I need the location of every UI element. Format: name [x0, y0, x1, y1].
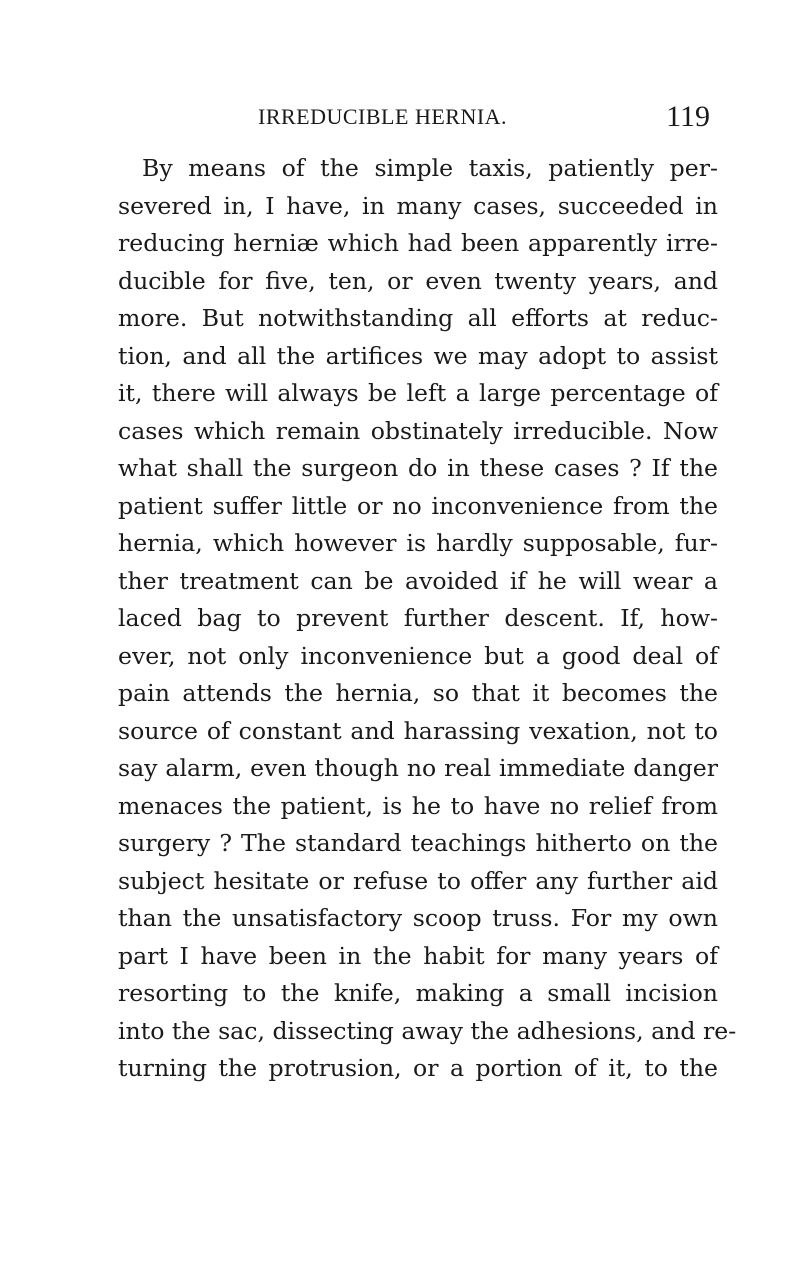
text-line: hernia, which however is hardly supposable, fur-: [118, 529, 718, 557]
body-paragraph: [118, 150, 737, 1088]
text-line: it, there will always be left a large percentage of: [118, 379, 718, 407]
text-line: more. But notwithstanding all efforts at reduc-: [118, 304, 718, 332]
text-line: surgery ? The standard teachings hitherto on the: [118, 829, 718, 857]
text-line: reducing herniæ which had been apparently irre-: [118, 229, 718, 257]
text-line: turning the protrusion, or a portion of it, to the: [118, 1054, 718, 1082]
text-line: part I have been in the habit for many years of: [118, 941, 718, 970]
text-line: menaces the patient, is he to have no relief from: [118, 791, 718, 820]
text-line: pain attends the hernia, so that it becomes the: [118, 679, 718, 707]
text-line: cases which remain obstinately irreducible. Now: [118, 416, 718, 445]
text-line: source of constant and harassing vexation, not to: [118, 716, 718, 745]
text-line: patient suffer little or no inconvenience from the: [118, 491, 718, 520]
text-line: say alarm, even though no real immediate danger: [118, 754, 718, 782]
text-line: ever, not only inconvenience but a good deal of: [118, 641, 718, 670]
text-line: ther treatment can be avoided if he will wear a: [118, 566, 718, 595]
text-line: into the sac, dissecting away the adhesions, and re-: [118, 1016, 737, 1045]
text-line: tion, and all the artifices we may adopt to assist: [118, 341, 718, 370]
text-line: severed in, I have, in many cases, succeeded in: [118, 191, 718, 220]
text-line: ducible for five, ten, or even twenty years, and: [118, 266, 718, 295]
text-line: than the unsatisfactory scoop truss. For my own: [118, 904, 718, 932]
running-title: IRREDUCIBLE HERNIA.: [258, 104, 508, 129]
text-line: By means of the simple taxis, patiently per-: [142, 154, 718, 182]
page-number: 119: [666, 100, 710, 133]
text-line: resorting to the knife, making a small incision: [118, 979, 718, 1007]
text-line: laced bag to prevent further descent. If, how-: [118, 604, 718, 632]
text-line: what shall the surgeon do in these cases ? If the: [118, 454, 718, 482]
text-line: subject hesitate or refuse to offer any further aid: [118, 866, 718, 895]
running-head: [180, 100, 710, 140]
